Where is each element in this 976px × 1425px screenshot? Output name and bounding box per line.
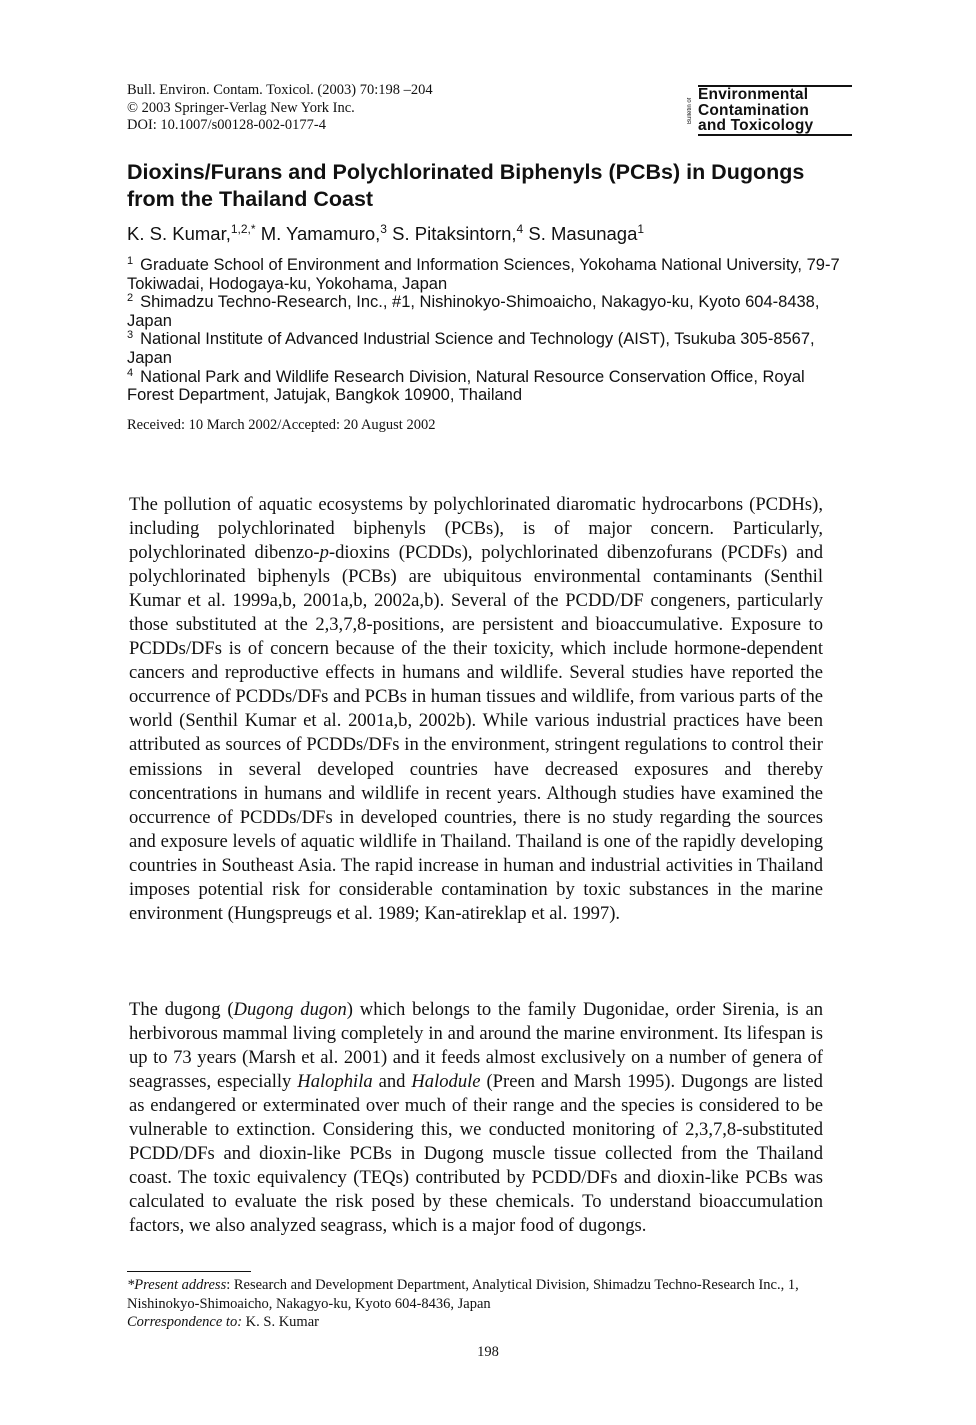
paragraph-text: ) which belongs to the family Dugonidae, order Sirenia, is an herbivorous mammal living completely in and around the marine environment. Its lifespan is up to 73 years (Marsh et al. 2001) and it feeds almost exclusively on a number of genera of seagrasses, especially [129,999,823,1093]
affiliation-text: Shimadzu Techno-Research, Inc., #1, Nishinokyo-Shimoaicho, Nakagyo-ku, Kyoto 604-8438, Japan [127,293,820,330]
affiliation-text: National Park and Wildlife Research Division, Natural Resource Conservation Office, Royal Forest Department, Jatujak, Bangkok 10900, Thailand [127,367,805,405]
article-title: Dioxins/Furans and Polychlorinated Biphenyls (PCBs) in Dugongs from the Thailand Coast [127,160,805,211]
affiliation-item [127,330,852,367]
author-name: S. Pitaksintorn, [392,223,517,244]
journal-citation [127,82,433,135]
body-paragraph-intro [129,493,823,926]
paragraph-text: (Preen and Marsh 1995). Dugongs are listed as endangered or exterminated over much of their range and the species is considered to be vulnerable to extinction. Considering this, we conducted monitoring of 2,3,7,8-substituted PCDD/DFs and dioxin-like PCBs in Dugong muscle tissue collected from the Thailand coast. The toxic equivalency (TEQs) contributed by PCDD/DFs and dioxin-like PCBs was calculated to evaluate the risk posed by these chemicals. To understand bioaccumulation factors, we also analyzed seagrass, which is a major food of dugongs. [129,1071,823,1237]
author-affiliation-mark: 1 [637,222,645,236]
genus-name: Halophila [297,1071,373,1093]
logo-line-environmental: Environmental [698,86,809,103]
footnote-present-address [127,1276,857,1313]
author-name: M. Yamamuro, [260,223,381,244]
author-list [127,222,644,246]
paragraph-text: The pollution of aquatic ecosystems by polychlorinated diaromatic hydrocarbons (PCDHs), including polychlorinated biphenyls (PCBs), is of major concern. Particularly, polychlorinated dibenzo- [129,494,823,564]
footnote-rule [127,1271,251,1272]
affiliation-text: Graduate School of Environment and Information Sciences, Yokohama National University, 79-7 Tokiwadai, Hodogaya-ku, Yokohama, Japan [127,256,840,293]
paragraph-text: and [372,1071,412,1093]
affiliation-item [127,293,852,330]
affiliation-number: 2 [127,292,134,305]
paragraph-text: The dugong ( [129,999,234,1020]
affiliation-text: National Institute of Advanced Industrial Science and Technology (AIST), Tsukuba 305-8567, Japan [127,330,815,367]
author-name: S. Masunaga [528,223,638,244]
author-affiliation-mark: 4 [516,222,524,236]
received-accepted-dates: Received: 10 March 2002/Accepted: 20 August 2002 [127,417,436,433]
italic-term: p [319,542,329,564]
logo-line-contamination: Contamination [698,101,810,119]
citation-line-copyright: © 2003 Springer-Verlag New York Inc. [127,99,355,116]
logo-line-toxicology: and Toxicology [698,117,814,134]
footnotes [127,1276,857,1332]
footnote-text: K. S. Kumar [242,1314,319,1330]
citation-line-journal: Bull. Environ. Contam. Toxicol. (2003) 70:198 –204 [127,82,433,98]
genus-name: Halodule [411,1071,481,1093]
footnote-text: : Research and Development Department, Analytical Division, Shimadzu Techno-Research Inc., 1, Nishinokyo-Shimoaicho, Nakagyo-ku, Kyoto 604-8436, Japan [127,1277,799,1312]
affiliation-number: 4 [127,366,134,379]
footnote-correspondence [127,1313,857,1332]
species-name: Dugong dugon [233,999,347,1020]
affiliation-item [127,256,852,293]
citation-line-doi: DOI: 10.1007/s00128-002-0177-4 [127,117,326,133]
affiliation-item [127,368,852,405]
author-affiliation-mark: 1,2,* [230,222,256,236]
affiliation-number: 1 [127,255,134,267]
page-number: 198 [477,1344,499,1360]
journal-logo [686,85,852,137]
footnote-label: *Present address [127,1277,227,1293]
author-affiliation-mark: 3 [380,222,387,236]
author-name: K. S. Kumar, [127,223,231,244]
paragraph-text: -dioxins (PCDDs), polychlorinated dibenzofurans (PCDFs) and polychlorinated biphenyls (PCBs) are ubiquitous environmental contaminants (Senthil Kumar et al. 1999a,b, 2001a,b, 2002a,b). Several of the PCDD/DF congeners, particularly those substituted at the 2,3,7,8-positions, are persistent and bioaccumulative. Exposure to PCDDs/DFs is of concern because of the their toxicity, which include hormone-dependent cancers and reproductive effects in humans and wildlife. Several studies have reported the occurrence of PCDDs/DFs and PCBs in human tissues and wildlife, from various parts of the world (Senthil Kumar et al. 2001a,b, 2002b). While various industrial practices have been attributed as sources of PCDDs/DFs in the environment, stringent regulations to control their emissions in several developed countries have decreased exposures and thereby concentrations in humans and wildlife in recent years. Although studies have examined the occurrence of PCDDs/DFs in developed countries, there is no study regarding the sources and exposure levels of aquatic wildlife in Thailand. Thailand is one of the rapidly developing countries in Southeast Asia. The rapid increase in human and industrial activities in Thailand imposes potential risk for considerable contamination by toxic substances in the marine environment (Hungspreugs et al. 1989; Kan-atireklap et al. 1997). [129,542,823,924]
affiliation-list [127,256,852,405]
journal-logo-side-text: Bulletin of [687,97,693,125]
affiliation-number: 3 [127,329,134,342]
body-paragraph-dugong [129,998,823,1238]
footnote-label: Correspondence to: [127,1314,243,1330]
